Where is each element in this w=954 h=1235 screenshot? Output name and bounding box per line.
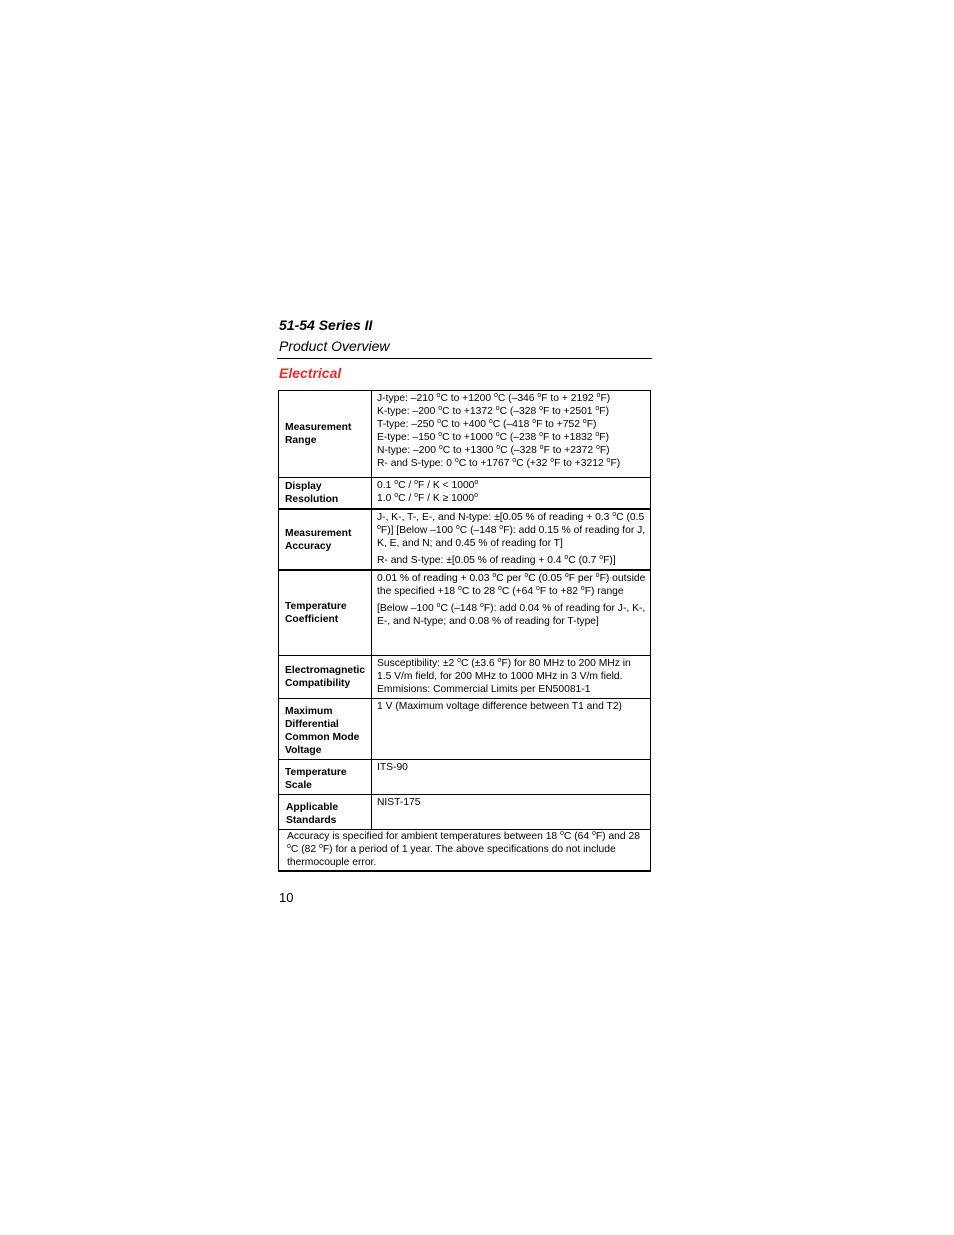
spec-label: Applicable Standards [279,794,372,829]
spec-row-display-resolution [279,478,651,510]
spec-value: 1 V (Maximum voltage difference between T1 and T2) [372,698,651,759]
electrical-heading: Electrical [279,365,342,381]
spec-value: 0.1 $^oC / ^oF / K < 1000^o$ 1.0 $^oC / ^oF / K \ge 1000^o$ [372,478,651,510]
spec-value: ITS-90 [372,759,651,794]
accuracy-note: Accuracy is specified for ambient temperatures between 18 $^o$C (64 $^o$F) and 28 $^o$C (82 $^o$F) for a period of 1 year. The above specifications do not include thermocouple error. [279,829,651,871]
spec-label: Display Resolution [279,478,372,510]
spec-row-temperature-scale [279,759,651,794]
spec-row-electromagnetic-compatibility [279,655,651,698]
electrical-spec-table [278,390,651,872]
spec-value: Susceptibility: ±2 $^o$C (±3.6 $^o$F) for 80 MHz to 200 MHz in 1.5 V/m field, for 200 MHz to 1000 MHz in 3 V/m field. Emmisions: Commercial Limits per EN50081-1 [372,655,651,698]
document-section-title: Product Overview [279,338,390,354]
spec-label: Maximum Differential Common Mode Voltage [279,698,372,759]
spec-row-applicable-standards [279,794,651,829]
header-divider [277,358,652,359]
spec-value: J-type: –210 $^o$C to +1200 $^o$C (–346 $^o$F to + 2192 $^o$F) K-type: –200 $^o$C to +1372 $^o$C (–328 $^o$F to +2501 $^o$F) T-type: –250 $^o$C to +400 $^o$C (–418 $^o$F to +752 $^o$F) E-type: –150 $^o$C to +1000 $^o$C (–238 $^o$F to +1832 $^o$F) N-type: –200 $^o$C to +1300 $^o$C (–328 $^o$F to +2372 $^o$F) R- and S-type: 0 $^o$C to +1767 $^o$C (+32 $^o$F to +3212 $^o$F) [372,391,651,478]
page-number: 10 [279,890,294,905]
spec-row-accuracy-note [279,829,651,871]
spec-value: 0.01 % of reading + 0.03 $^o$C per $^o$C (0.05 $^o$F per $^o$F) outside the specified +18 $^o$C to 28 $^o$C (+64 $^o$F to +82 $^o$F) range [Below –100 $^o$C (–148 $^o$F): add 0.04 % of reading for J-, K-, E-, and N-type; and 0.08 % of reading for T-type] [372,570,651,655]
spec-label: Temperature Coefficient [279,570,372,655]
spec-row-temperature-coefficient [279,570,651,655]
spec-value: NIST-175 [372,794,651,829]
spec-label: Electromagnetic Compatibility [279,655,372,698]
spec-value: J-, K-, T-, E-, and N-type: ±[0.05 % of reading + 0.3 $^o$C (0.5 $^o$F)] [Below –100 $^o$C (–148 $^o$F): add 0.15 % of reading for J, K, E, and N; and 0.45 % of reading for T] R- and S-type: ±[0.05 % of reading + 0.4 $^o$C (0.7 $^o$F)] [372,509,651,570]
spec-row-max-common-mode-voltage [279,698,651,759]
spec-label: Temperature Scale [279,759,372,794]
spec-label: Measurement Range [279,391,372,478]
spec-row-measurement-accuracy [279,509,651,570]
spec-label: Measurement Accuracy [279,509,372,570]
document-series-title: 51-54 Series II [279,317,373,333]
spec-row-measurement-range [279,391,651,478]
